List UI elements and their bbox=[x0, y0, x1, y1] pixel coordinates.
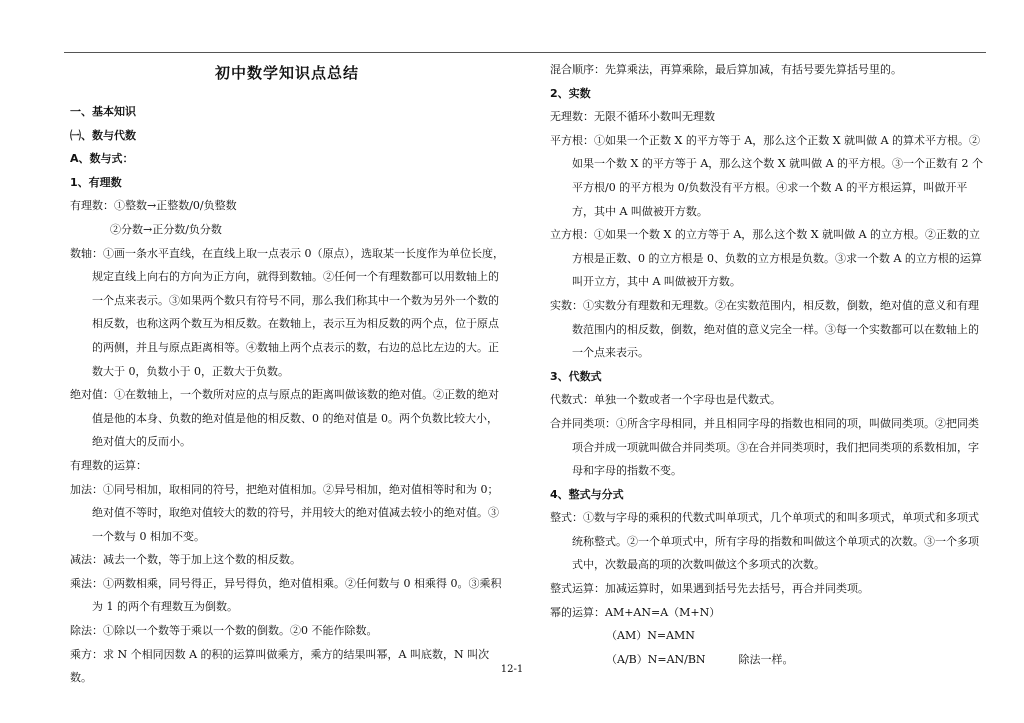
section-heading: 4、整式与分式 bbox=[550, 487, 624, 501]
paragraph: 有理数：①整数→正整数/0/负整数 bbox=[70, 199, 237, 213]
paragraph: 乘方：求 N 个相同因数 A 的积的运算叫做乘方，乘方的结果叫幂，A 叫底数，N 叫次数。 bbox=[70, 647, 490, 685]
paragraph: 合并同类项：①所含字母相同，并且相同字母的指数也相同的项，叫做同类项。②把同类项合并成一项就叫做合并同类项。③在合并同类项时，我们把同类项的系数相加，字母和字母的指数不变。 bbox=[550, 416, 979, 478]
paragraph: 减法：减去一个数，等于加上这个数的相反数。 bbox=[70, 553, 301, 567]
right-text-block bbox=[550, 58, 986, 671]
paragraph: 乘法：①两数相乘，同号得正，异号得负，绝对值相乘。②任何数与 0 相乘得 0。③乘积为 1 的两个有理数互为倒数。 bbox=[70, 576, 502, 614]
section-heading: 一、基本知识 bbox=[70, 105, 136, 118]
section-heading: 1、有理数 bbox=[70, 175, 122, 189]
paragraph: 代数式：单独一个数或者一个字母也是代数式。 bbox=[550, 393, 781, 407]
paragraph: 平方根：①如果一个正数 X 的平方等于 A，那么这个正数 X 就叫做 A 的算术平方根。②如果一个数 X 的平方等于 A，那么这个数 X 就叫做 A 的平方根。③一个正数有 2 个平方根/0 的平方根为 0/负数没有平方根。④求一个数 A 的平方根运算，叫做开平方，其中 A 叫做被开方数。 bbox=[550, 133, 984, 218]
top-rule bbox=[64, 52, 986, 53]
paragraph: 实数：①实数分有理数和无理数。②在实数范围内，相反数，倒数，绝对值的意义和有理数范围内的相反数，倒数，绝对值的意义完全一样。③每一个实数都可以在数轴上的一个点来表示。 bbox=[550, 298, 979, 360]
paragraph: 整式：①数与字母的乘积的代数式叫单项式，几个单项式的和叫多项式，单项式和多项式统称整式。②一个单项式中，所有字母的指数和叫做这个单项式的次数。③一个多项式中，次数最高的项的次数叫做这个多项式的次数。 bbox=[550, 511, 979, 572]
paragraph: （A/B）N=AN/BN 除法一样。 bbox=[606, 652, 794, 666]
paragraph: 混合顺序：先算乘法，再算乘除，最后算加减，有括号要先算括号里的。 bbox=[550, 63, 902, 76]
paragraph: 整式运算：加减运算时，如果遇到括号先去括号，再合并同类项。 bbox=[550, 582, 869, 596]
left-text-block bbox=[70, 100, 504, 690]
paragraph: 数轴：①画一条水平直线，在直线上取一点表示 0（原点），选取某一长度作为单位长度，规定直线上向右的方向为正方向，就得到数轴。②任何一个有理数都可以用数轴上的一个点来表示。③如果两个数只有符号不同，那么我们称其中一个数为另外一个数的相反数，也称这两个数互为相反数。在数轴上，表示互为相反数的两个点，位于原点的两侧，并且与原点距离相等。④数轴上两个点表示的数，右边的总比左边的大。正数大于 0，负数小于 0，正数大于负数。 bbox=[70, 246, 504, 378]
page-number: 12-1 bbox=[500, 664, 524, 675]
section-heading: A、数与式： bbox=[70, 152, 134, 166]
document-title: 初中数学知识点总结 bbox=[214, 64, 359, 82]
paragraph: 有理数的运算： bbox=[70, 458, 147, 472]
section-heading: 3、代数式 bbox=[550, 369, 602, 383]
paragraph: 绝对值：①在数轴上，一个数所对应的点与原点的距离叫做该数的绝对值。②正数的绝对值是他的本身、负数的绝对值是他的相反数、0 的绝对值是 0。两个负数比较大小，绝对值大的反而小。 bbox=[70, 388, 499, 449]
paragraph: （AM）N=AMN bbox=[606, 629, 695, 643]
right-column bbox=[550, 58, 986, 671]
left-column bbox=[70, 58, 504, 690]
paragraph: 立方根：①如果一个数 X 的立方等于 A，那么这个数 X 就叫做 A 的立方根。②正数的立方根是正数、0 的立方根是 0、负数的立方根是负数。③求一个数 A 的立方根的运算叫开立方，其中 A 叫做被开方数。 bbox=[550, 228, 982, 289]
section-heading: 2、实数 bbox=[550, 86, 591, 100]
paragraph: 幂的运算：AM+AN=A（M+N） bbox=[550, 605, 721, 619]
paragraph: 加法：①同号相加，取相同的符号，把绝对值相加。②异号相加，绝对值相等时和为 0；绝对值不等时，取绝对值较大的数的符号，并用较大的绝对值减去较小的绝对值。③一个数与 0 相加不变。 bbox=[70, 482, 499, 543]
paragraph: 除法：①除以一个数等于乘以一个数的倒数。②0 不能作除数。 bbox=[70, 624, 378, 638]
section-heading: ㈠、数与代数 bbox=[70, 128, 136, 142]
paragraph: 无理数：无限不循环小数叫无理数 bbox=[550, 110, 715, 124]
paragraph: ②分数→正分数/负分数 bbox=[110, 222, 222, 236]
